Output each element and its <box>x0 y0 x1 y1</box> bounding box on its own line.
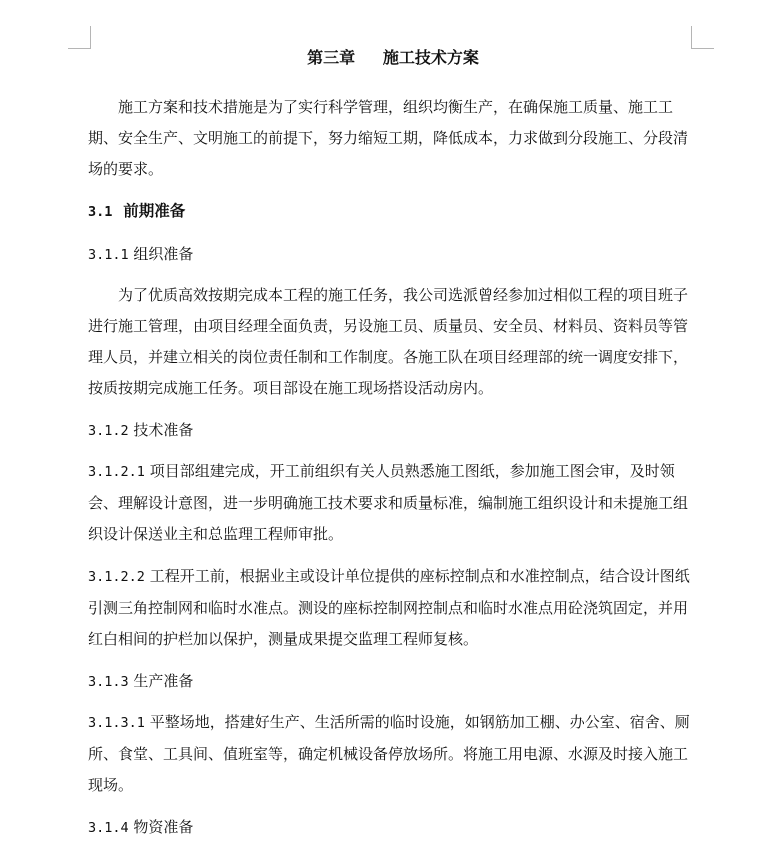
clause-number: 3.1.2.2 <box>88 569 145 585</box>
subsection-number: 3.1.3 <box>88 674 129 690</box>
intro-paragraph: 施工方案和技术措施是为了实行科学管理，组织均衡生产，在确保施工质量、施工工期、安全生产、文明施工的前提下，努力缩短工期，降低成本，力求做到分段施工、分段清场的要求。 <box>88 98 689 178</box>
clause-text: 平整场地，搭建好生产、生活所需的临时设施，如钢筋加工棚、办公室、宿舍、厕所、食堂、工具间、值班室等，确定机械设备停放场所。将施工用电源、水源及时接入施工现场。 <box>88 713 690 794</box>
subsection-heading-3-1-1 <box>88 239 698 270</box>
clause-text: 工程开工前，根据业主或设计单位提供的座标控制点和水准控制点，结合设计图纸引测三角控制网和临时水准点。测设的座标控制网控制点和临时水准点用砼浇筑固定，并用红白相间的护栏加以保护，测量成果提交监理工程师复核。 <box>88 567 690 648</box>
section-heading-3-1 <box>88 196 698 227</box>
subsection-title: 组织准备 <box>133 245 194 263</box>
subsection-number: 3.1.4 <box>88 820 129 836</box>
subsection-heading-3-1-2 <box>88 415 698 446</box>
clause-text: 项目部组建完成，开工前组织有关人员熟悉施工图纸，参加施工图会审，及时领会、理解设计意图，进一步明确施工技术要求和质量标准，编制施工组织设计和未提施工组织设计保送业主和总监理工程师审批。 <box>88 462 689 543</box>
subsection-number: 3.1.2 <box>88 423 129 439</box>
subsection-heading-3-1-3 <box>88 666 698 697</box>
section-title: 前期准备 <box>123 202 186 220</box>
organization-paragraph: 为了优质高效按期完成本工程的施工任务，我公司选派曾经参加过相似工程的项目班子进行施工管理，由项目经理全面负责，另设施工员、质量员、安全员、材料员、资料员等管理人员，并建立相关的岗位责任制和工作制度。各施工队在项目经理部的统一调度安排下，按质按期完成施工任务。项目部设在施工现场搭设活动房内。 <box>88 286 689 397</box>
clause-number: 3.1.2.1 <box>88 464 145 480</box>
document-body <box>88 44 698 853</box>
subsection-title: 物资准备 <box>133 818 194 836</box>
clause-number: 3.1.3.1 <box>88 715 145 731</box>
subsection-heading-3-1-4 <box>88 812 698 843</box>
clause-3-1-2-2 <box>88 561 698 655</box>
section-number: 3.1 <box>88 204 113 220</box>
clause-3-1-2-1 <box>88 456 698 550</box>
clause-3-1-3-1 <box>88 707 698 801</box>
subsection-title: 生产准备 <box>133 672 194 690</box>
subsection-number: 3.1.1 <box>88 247 129 263</box>
subsection-title: 技术准备 <box>133 421 194 439</box>
chapter-title: 第三章 施工技术方案 <box>307 48 479 67</box>
